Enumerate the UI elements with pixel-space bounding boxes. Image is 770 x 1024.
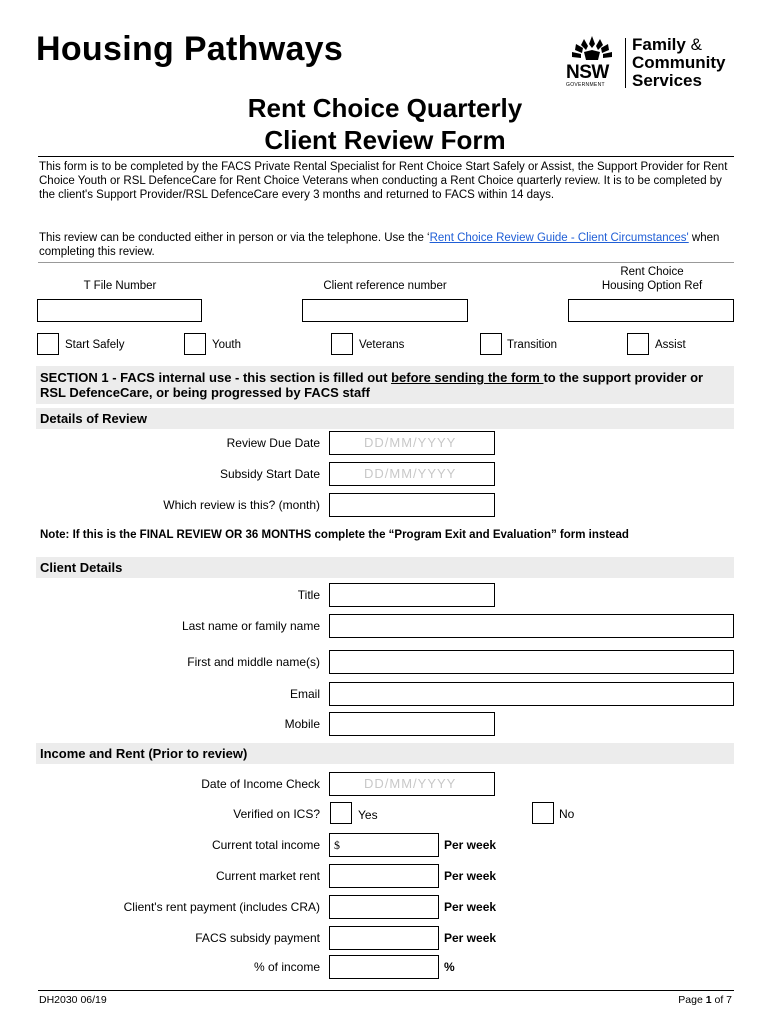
assist-label: Assist	[655, 339, 686, 351]
form-title	[0, 92, 770, 156]
transition-checkbox[interactable]	[480, 333, 502, 355]
tfile-field[interactable]	[37, 299, 202, 322]
logo-family: Family	[632, 35, 686, 54]
start-safely-checkbox[interactable]	[37, 333, 59, 355]
intro-text-after: when completing this review.	[39, 232, 720, 258]
youth-label: Youth	[212, 339, 241, 351]
section1-title-underlined: before sending the form	[391, 370, 544, 385]
first-name-field[interactable]	[329, 650, 734, 674]
logo-community: Community	[632, 53, 726, 72]
client-details-bar	[36, 557, 734, 578]
last-name-field[interactable]	[329, 614, 734, 638]
market-rent-label: Current market rent	[215, 869, 320, 883]
brand-title: Housing Pathways	[36, 30, 344, 68]
title-rule	[38, 156, 734, 157]
form-title-line1: Rent Choice Quarterly	[247, 93, 523, 123]
section1-title	[40, 370, 730, 400]
subsidy-start-field[interactable]: DD/MM/YYYY	[329, 462, 495, 486]
email-field[interactable]	[329, 682, 734, 706]
total-income-unit: Per week	[444, 838, 497, 852]
details-review-heading: Details of Review	[40, 411, 147, 426]
verified-yes-label: Yes	[358, 808, 378, 822]
logo-amp: &	[690, 35, 702, 54]
which-review-field[interactable]	[329, 493, 495, 517]
nsw-fcs-logo	[562, 34, 742, 94]
intro-text-before: This review can be conducted either in person or via the telephone. Use the ‘	[39, 232, 430, 244]
form-title-line2: Client Review Form	[264, 125, 506, 155]
income-date-field[interactable]: DD/MM/YYYY	[329, 772, 495, 796]
subsidy-start-label: Subsidy Start Date	[219, 467, 320, 481]
subsidy-payment-unit: Per week	[444, 931, 497, 945]
logo-divider	[625, 38, 626, 88]
rent-payment-field[interactable]	[329, 895, 439, 919]
veterans-checkbox[interactable]	[331, 333, 353, 355]
form-code: DH2030 06/19	[39, 994, 107, 1006]
housing-ref-label	[570, 265, 734, 293]
subsidy-payment-label: FACS subsidy payment	[195, 931, 320, 945]
logo-services: Services	[632, 71, 702, 90]
title-field[interactable]	[329, 583, 495, 607]
section1-title-b: to the support provider or RSL DefenceCare, or being progressed by FACS staff	[40, 370, 704, 400]
verified-no-label: No	[559, 807, 575, 821]
subsidy-payment-field[interactable]	[329, 926, 439, 950]
start-safely-label: Start Safely	[65, 339, 125, 351]
market-rent-unit: Per week	[444, 869, 497, 883]
last-name-label: Last name or family name	[181, 619, 320, 633]
waratah-icon	[566, 34, 618, 62]
client-ref-field[interactable]	[302, 299, 468, 322]
pct-income-unit: %	[444, 960, 455, 974]
section1-title-a: SECTION 1 - FACS internal use - this section is filled out	[40, 370, 392, 385]
review-due-field[interactable]: DD/MM/YYYY	[329, 431, 495, 455]
market-rent-field[interactable]	[329, 864, 439, 888]
first-name-label: First and middle name(s)	[187, 655, 320, 669]
mobile-label: Mobile	[284, 717, 320, 731]
pct-income-field[interactable]	[329, 955, 439, 979]
page-suffix: of 7	[711, 994, 732, 1006]
income-date-label: Date of Income Check	[201, 777, 320, 791]
pct-income-label: % of income	[253, 960, 320, 974]
title-label: Title	[297, 588, 320, 602]
client-ref-label: Client reference number	[323, 280, 447, 292]
email-label: Email	[289, 687, 320, 701]
intro-rule	[38, 262, 734, 263]
tfile-label: T File Number	[83, 280, 157, 292]
footer-rule	[38, 990, 734, 991]
total-income-label: Current total income	[211, 838, 320, 852]
mobile-field[interactable]	[329, 712, 495, 736]
veterans-label: Veterans	[359, 339, 405, 351]
verified-label: Verified on ICS?	[233, 807, 320, 821]
rent-payment-unit: Per week	[444, 900, 497, 914]
verified-no-checkbox[interactable]	[532, 802, 554, 824]
page-indicator	[678, 994, 732, 1006]
review-guide-link[interactable]: Rent Choice Review Guide - Client Circumstances'	[429, 232, 689, 244]
intro-paragraph-2	[39, 231, 735, 259]
youth-checkbox[interactable]	[184, 333, 206, 355]
rent-payment-label: Client's rent payment (includes CRA)	[123, 900, 320, 914]
logo-government: GOVERNMENT	[566, 82, 605, 88]
review-due-label: Review Due Date	[226, 436, 320, 450]
verified-yes-checkbox[interactable]	[330, 802, 352, 824]
housing-ref-label-1: Rent Choice	[620, 266, 684, 278]
assist-checkbox[interactable]	[627, 333, 649, 355]
final-review-note: Note: If this is the FINAL REVIEW OR 36 MONTHS complete the “Program Exit and Evaluation” form instead	[40, 529, 629, 541]
logo-nsw: NSW	[566, 62, 609, 83]
intro-paragraph-1: This form is to be completed by the FACS Private Rental Specialist for Rent Choice Start Safely or Assist, the Support Provider for Rent Choice Youth or RSL DefenceCare for Rent Choice Veterans when conducting a Rent Choice quarterly review. It is to be completed by the client's Support Provider/RSL DefenceCare every 3 months and returned to FACS within 14 days.	[39, 161, 728, 201]
total-income-field[interactable]: $	[329, 833, 439, 857]
which-review-label: Which review is this? (month)	[163, 498, 320, 512]
client-details-heading: Client Details	[40, 560, 123, 575]
logo-fcs-text	[632, 36, 726, 90]
income-heading: Income and Rent (Prior to review)	[40, 746, 248, 761]
page-prefix: Page	[678, 994, 706, 1006]
housing-ref-field[interactable]	[568, 299, 734, 322]
page-number: 1	[705, 994, 712, 1006]
transition-label: Transition	[507, 339, 558, 351]
housing-ref-label-2: Housing Option Ref	[601, 280, 703, 292]
